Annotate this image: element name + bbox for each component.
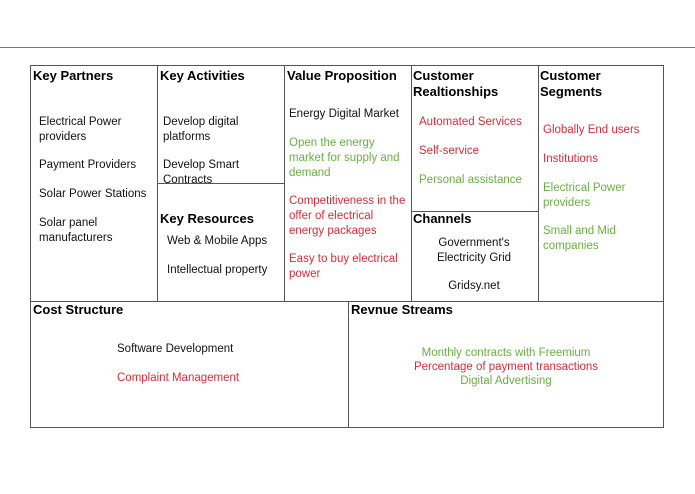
key-activities-title: Key Activities <box>160 68 245 83</box>
key-resource-item: Intellectual property <box>167 264 268 276</box>
channel-item: Government's Electricity Grid <box>436 237 512 264</box>
customer-relationships-title: Customer Realtionships <box>413 68 499 99</box>
key-activities-section <box>158 66 284 186</box>
value-proposition-item: Easy to buy electrical power <box>289 253 398 280</box>
value-proposition-title: Value Proposition <box>287 68 397 83</box>
customer-segment-item: Institutions <box>543 153 598 165</box>
cost-item: Software Development <box>117 343 234 355</box>
customer-segments-section <box>539 66 663 301</box>
channels-title: Channels <box>413 211 472 226</box>
key-activity-item: Develop digital platforms <box>163 116 239 143</box>
customer-segment-item: Electrical Power providers <box>543 182 626 209</box>
revenue-item: Monthly contracts with Freemium <box>421 347 591 359</box>
revenue-streams-section <box>349 302 663 427</box>
top-divider <box>0 47 695 48</box>
business-model-canvas <box>30 65 664 428</box>
key-partner-item: Solar Power Stations <box>39 188 147 200</box>
channels-section <box>412 212 538 301</box>
customer-relationship-item: Self-service <box>419 145 480 157</box>
key-partners-title: Key Partners <box>33 68 114 83</box>
key-partner-item: Payment Providers <box>39 159 137 171</box>
customer-relationships-section <box>412 66 538 211</box>
cost-structure-section <box>31 302 348 427</box>
revenue-streams-title: Revnue Streams <box>351 302 453 317</box>
revenue-item: Percentage of payment transactions <box>413 361 599 373</box>
key-activity-item: Develop Smart Contracts <box>163 159 240 186</box>
value-proposition-item: Open the energy market for supply and demand <box>289 137 400 179</box>
key-partners-section <box>31 66 157 301</box>
customer-segment-item: Small and Mid companies <box>543 225 616 252</box>
customer-relationship-item: Automated Services <box>419 116 522 128</box>
value-proposition-item: Competitiveness in the offer of electrical energy packages <box>289 195 406 237</box>
value-proposition-section <box>285 66 411 301</box>
channel-item: Gridsy.net <box>448 280 500 292</box>
customer-segments-title: Customer Segments <box>540 68 603 99</box>
cost-structure-title: Cost Structure <box>33 302 124 317</box>
cost-item: Complaint Management <box>117 372 240 384</box>
customer-segment-item: Globally End users <box>543 124 640 136</box>
key-resources-title: Key Resources <box>160 211 254 226</box>
customer-relationship-item: Personal assistance <box>419 174 522 186</box>
key-resource-item: Web & Mobile Apps <box>167 235 268 247</box>
key-partner-item: Electrical Power providers <box>39 116 122 143</box>
revenue-item: Digital Advertising <box>460 375 552 387</box>
key-partner-item: Solar panel manufacturers <box>39 217 113 244</box>
value-proposition-item: Energy Digital Market <box>289 108 399 120</box>
